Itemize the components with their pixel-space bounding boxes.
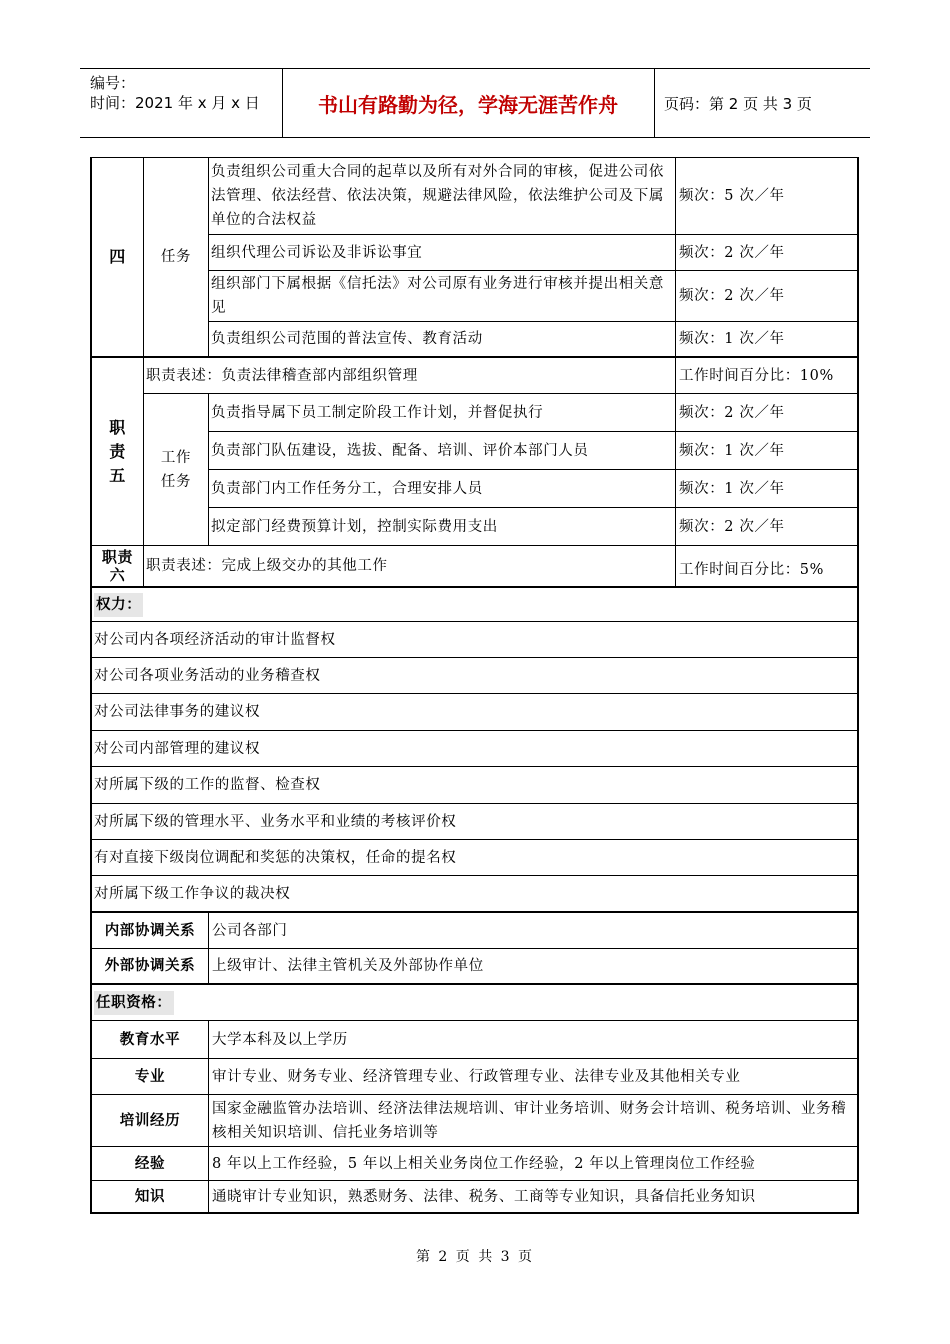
duty5-percent: 工作时间百分比：10% [679, 367, 834, 384]
duty5-sub-label: 工作 任务 [160, 449, 192, 490]
duty4-label: 四 [109, 247, 126, 266]
duty6-percent: 工作时间百分比：5% [679, 562, 825, 578]
duty4-task-1: 负责组织公司重大合同的起草以及所有对外合同的审核，促进公司依法管理、依法经营、依法决策，规避法律风险，依法维护公司及下属单位的合法权益 [211, 164, 664, 228]
duty4-task-4: 负责组织公司范围的普法宣传、教育活动 [211, 331, 483, 347]
duty5-task-3-freq: 频次：1 次／年 [679, 480, 785, 497]
duty6-statement: 职责表述：完成上级交办的其他工作 [146, 558, 388, 574]
power-item: 对公司法律事务的建议权 [94, 704, 261, 720]
duty5-task-4-freq: 频次：2 次／年 [679, 518, 785, 535]
duty5-task-1-freq: 频次：2 次／年 [679, 404, 785, 421]
header-meta [90, 73, 260, 113]
duty4-task-4-freq: 频次：1 次／年 [679, 331, 785, 347]
duty4-task-2: 组织代理公司诉讼及非诉讼事宜 [211, 244, 423, 261]
duty4-task-1-freq: 频次：5 次／年 [679, 188, 785, 204]
internal-relations-value: 公司各部门 [212, 922, 288, 939]
header-number: 编号： [90, 74, 136, 92]
power-item: 对所属下级工作争议的裁决权 [94, 885, 291, 902]
power-item: 对公司内部管理的建议权 [94, 740, 261, 757]
qualifications-title: 任职资格： [94, 991, 174, 1015]
duty4-task-3-freq: 频次：2 次／年 [679, 288, 785, 304]
page-footer: 第 2 页 共 3 页 [415, 1249, 535, 1265]
power-item: 对所属下级的工作的监督、检查权 [94, 777, 321, 793]
qualification-value: 国家金融监管办法培训、经济法律法规培训、审计业务培训、财务会计培训、税务培训、业务稽核相关知识培训、信托业务培训等 [212, 1100, 847, 1141]
duty5-task-3: 负责部门内工作任务分工，合理安排人员 [211, 480, 483, 497]
qualification-label: 教育水平 [119, 1031, 181, 1048]
header-time: 时间：2021 年 x 月 x 日 [90, 94, 260, 112]
duty5-task-1: 负责指导属下员工制定阶段工作计划，并督促执行 [211, 404, 544, 421]
header-page-number: 页码：第 2 页 共 3 页 [664, 94, 812, 113]
duty5-statement: 职责表述：负责法律稽查部内部组织管理 [146, 367, 418, 384]
qualification-value: 8 年以上工作经验，5 年以上相关业务岗位工作经验，2 年以上管理岗位工作经验 [212, 1155, 756, 1172]
powers-title: 权力： [94, 593, 143, 617]
qualification-value: 通晓审计专业知识，熟悉财务、法律、税务、工商等专业知识，具备信托业务知识 [212, 1188, 756, 1205]
duty5-label: 职 责 五 [109, 417, 126, 485]
power-item: 对公司内各项经济活动的审计监督权 [94, 631, 336, 648]
page-header [80, 68, 870, 138]
qualification-value: 审计专业、财务专业、经济管理专业、行政管理专业、法律专业及其他相关专业 [212, 1068, 741, 1085]
external-relations-value: 上级审计、法律主管机关及外部协作单位 [212, 958, 484, 974]
duty4-task-2-freq: 频次：2 次／年 [679, 244, 785, 261]
qualification-label: 培训经历 [119, 1112, 181, 1129]
powers-title-row [94, 588, 394, 621]
qualification-value: 大学本科及以上学历 [212, 1031, 348, 1048]
header-motto: 书山有路勤为径，学海无涯苦作舟 [318, 92, 618, 117]
internal-relations-label: 内部协调关系 [104, 922, 196, 939]
power-item: 有对直接下级岗位调配和奖惩的决策权，任命的提名权 [94, 849, 457, 866]
qualifications-title-row [94, 985, 394, 1020]
power-item: 对所属下级的管理水平、业务水平和业绩的考核评价权 [94, 813, 457, 830]
duty5-task-2: 负责部门队伍建设，选拔、配备、培训、评价本部门人员 [211, 442, 589, 459]
duty4-task-3: 组织部门下属根据《信托法》对公司原有业务进行审核并提出相关意见 [211, 276, 664, 316]
duty6-label: 职责 六 [101, 548, 134, 584]
qualification-label: 经验 [134, 1155, 166, 1172]
duty4-sub-label: 任务 [160, 249, 192, 265]
duty5-task-2-freq: 频次：1 次／年 [679, 442, 785, 459]
duty5-task-4: 拟定部门经费预算计划，控制实际费用支出 [211, 518, 498, 535]
external-relations-label: 外部协调关系 [104, 958, 196, 974]
power-item: 对公司各项业务活动的业务稽查权 [94, 667, 321, 684]
qualification-label: 知识 [134, 1188, 166, 1205]
qualification-label: 专业 [134, 1068, 166, 1085]
